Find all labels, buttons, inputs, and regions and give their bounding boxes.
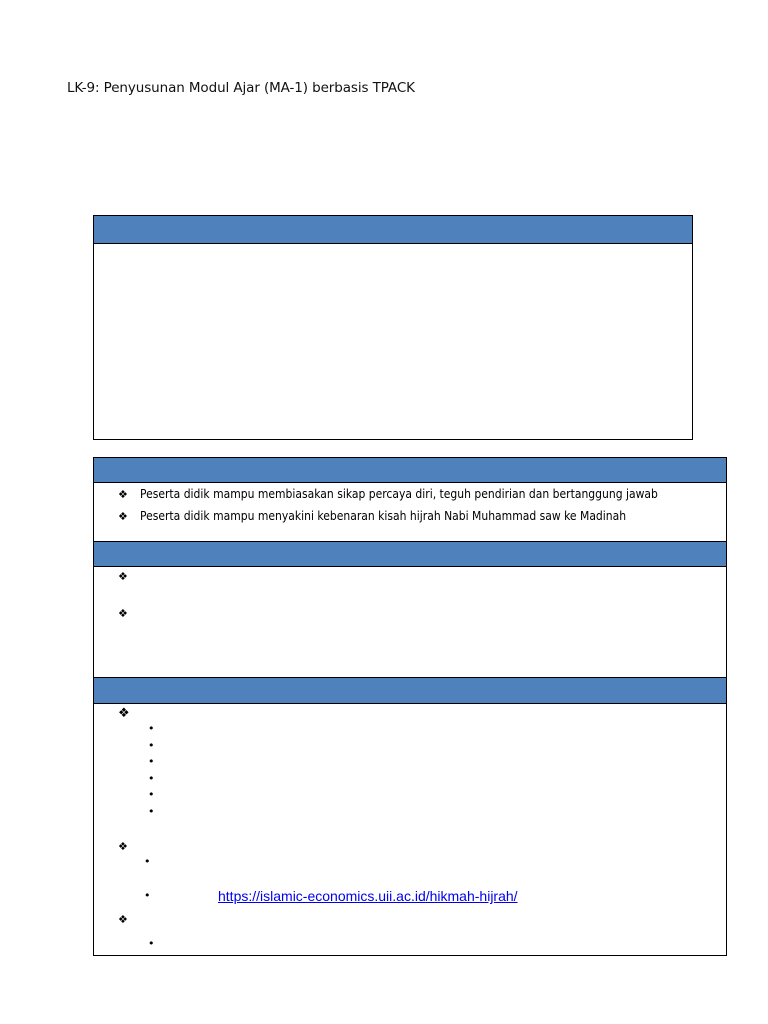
document-title: LK-9: Penyusunan Modul Ajar (MA-1) berbasis TPACK [67, 80, 415, 96]
diamond-bullet-icon: ❖ [118, 706, 130, 721]
diamond-bullet-icon: ❖ [118, 570, 128, 583]
dot-bullet-icon: • [148, 788, 155, 801]
section-c-header [94, 677, 726, 704]
dot-bullet-icon: • [148, 805, 155, 818]
dot-bullet-icon: • [148, 755, 155, 768]
dot-bullet-icon: • [148, 937, 155, 950]
info-box-header [94, 216, 692, 244]
diamond-bullet-icon: ❖ [118, 488, 128, 501]
dot-bullet-icon: • [144, 889, 151, 902]
diamond-bullet-icon: ❖ [118, 510, 128, 523]
dot-bullet-icon: • [148, 772, 155, 785]
section-a-header [94, 458, 726, 483]
diamond-bullet-icon: ❖ [118, 913, 128, 926]
hikmah-hijrah-link[interactable]: https://islamic-economics.uii.ac.id/hikmah-hijrah/ [218, 888, 518, 904]
objective-item: Peserta didik mampu membiasakan sikap percaya diri, teguh pendirian dan bertanggung jawab [140, 487, 658, 501]
objective-item: Peserta didik mampu menyakini kebenaran kisah hijrah Nabi Muhammad saw ke Madinah [140, 509, 627, 523]
diamond-bullet-icon: ❖ [118, 607, 128, 620]
dot-bullet-icon: • [144, 855, 151, 868]
section-b-header [94, 541, 726, 567]
dot-bullet-icon: • [148, 739, 155, 752]
dot-bullet-icon: • [148, 722, 155, 735]
diamond-bullet-icon: ❖ [118, 840, 128, 853]
learning-sections-box [93, 457, 727, 956]
info-box [93, 215, 693, 440]
